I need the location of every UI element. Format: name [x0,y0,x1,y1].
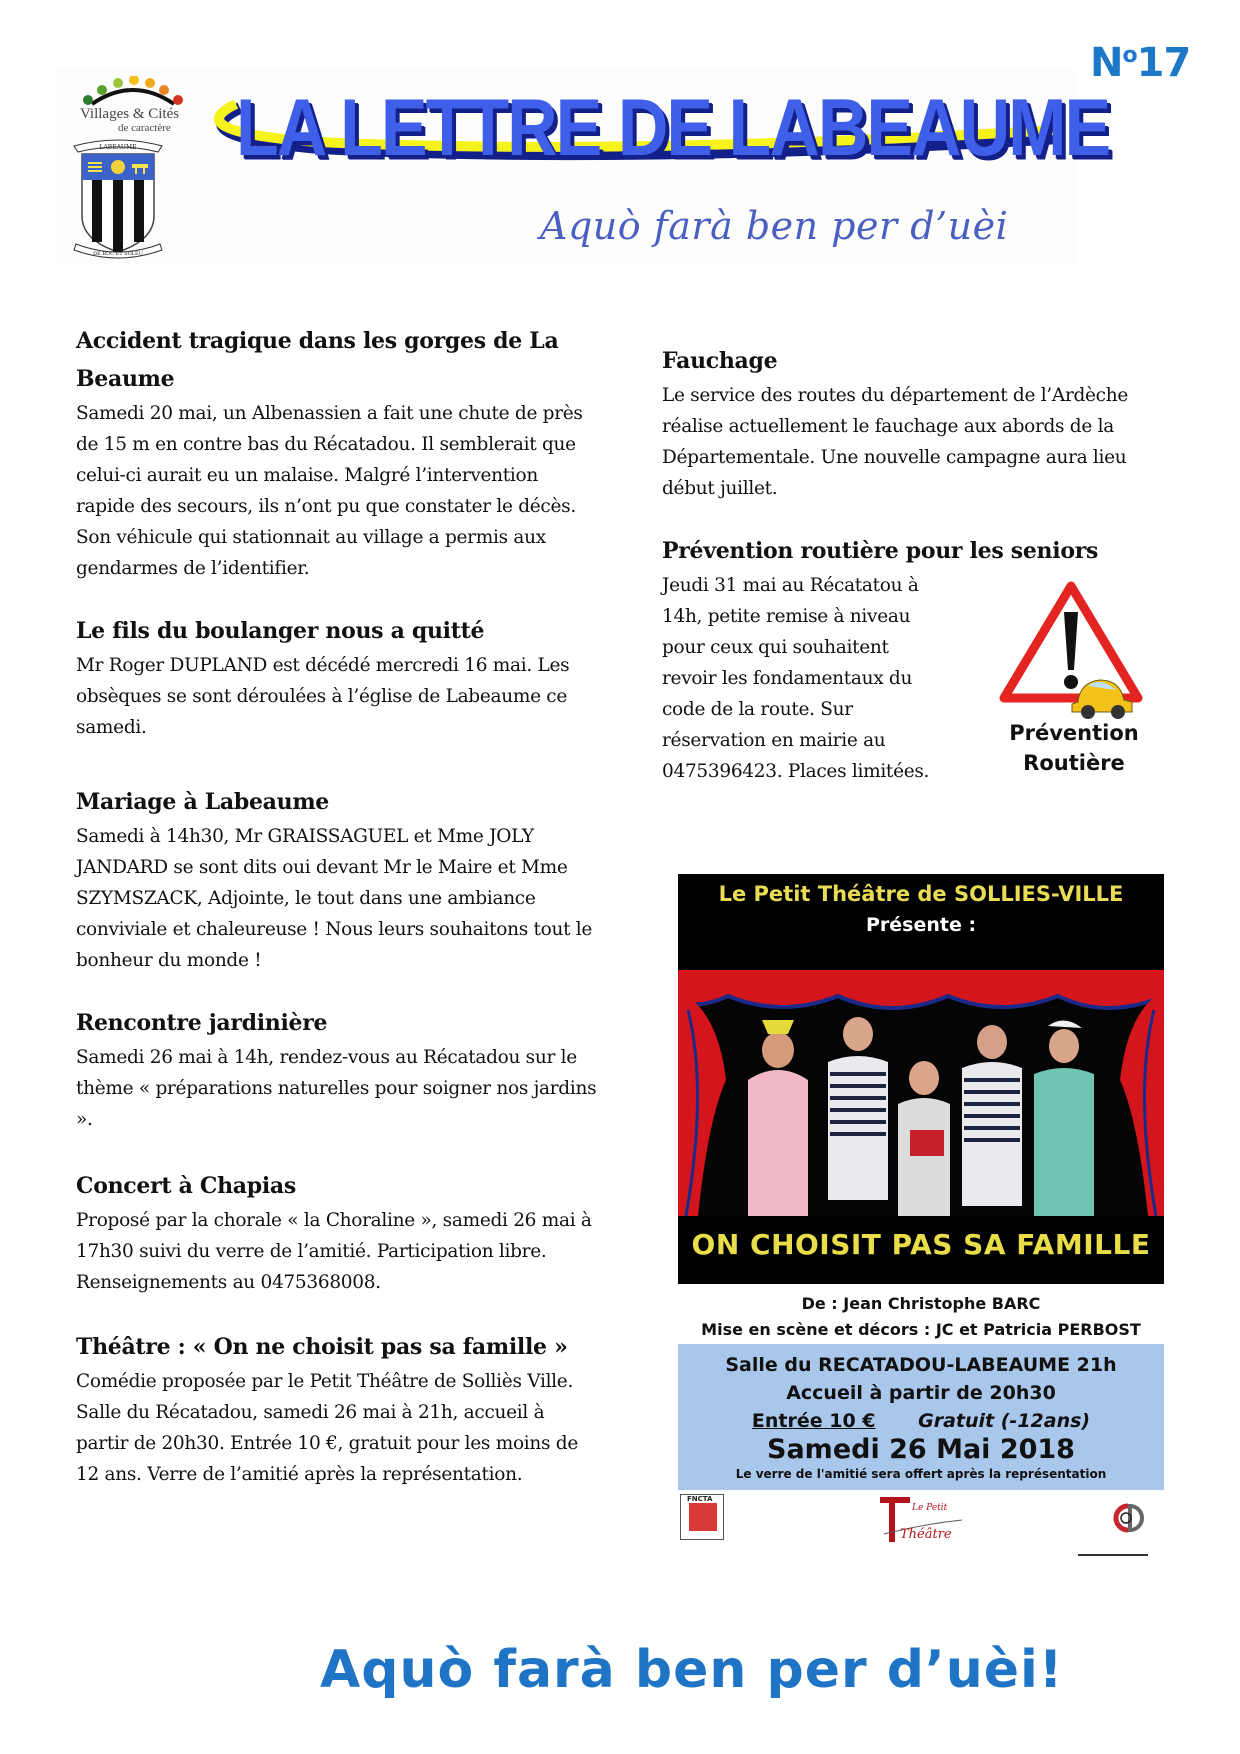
article-title: Rencontre jardinière [76,1010,328,1036]
article-concert [76,1167,601,1298]
article-body: Comédie proposée par le Petit Théâtre de Solliès Ville. Salle du Récatadou, samedi 26 mai à 21h, accueil à partir de 20h30. Entrée 10 €, gratuit pour les moins de 12 ans. Verre de l’amitié après la représentation. [76,1371,578,1485]
issue-prefix: N [1090,40,1123,86]
labeaume-crest-icon [70,136,166,260]
newsletter-title: LA LETTRE DE LABEAUME [236,82,1110,173]
issue-number [1090,40,1190,86]
article-prevention-routiere [662,532,1162,787]
article-boulanger [76,612,601,743]
article-title: Accident tragique dans les gorges de La Beaume [76,328,559,392]
crest-banner-bottom: DE ROC ET SOLEU [93,251,143,257]
poster-logos [678,1494,1164,1544]
article-mariage [76,783,601,976]
poster-staging: Mise en scène et décors : JC et Patricia PERBOST [701,1320,1141,1339]
theatre-poster [678,874,1164,1542]
poster-date: Samedi 26 Mai 2018 [767,1434,1075,1465]
poster-info-band [678,1344,1164,1490]
article-title: Fauchage [662,348,778,374]
article-title: Le fils du boulanger nous a quitté [76,618,485,644]
petit-theatre-logo [874,1494,964,1548]
fncta-mask-icon [689,1503,717,1531]
stage-curtain-photo [678,970,1164,1216]
poster-presents: Présente : [865,914,977,936]
petit-theatre-logo-line1: Le Petit [912,1503,948,1513]
article-body: Proposé par la chorale « la Choraline », samedi 26 mai à 17h30 suivi du verre de l’amitié. Participation libre. Renseignements au 0475368008. [76,1210,592,1293]
newsletter-subtitle: Aquò farà ben per d’uèi [540,204,1009,248]
article-accident [76,322,601,584]
article-title: Prévention routière pour les seniors [662,538,1099,564]
sign-label-line2: Routière [1023,751,1125,775]
cd-logo-icon [1110,1502,1150,1534]
partner-logo-line1: Villages & Cités [80,106,180,122]
poster-venue: Salle du RECATADOU-LABEAUME 21h [725,1354,1117,1376]
poster-drink-note: Le verre de l'amitié sera offert après la représentation [735,1467,1107,1481]
petit-theatre-logo-line2: Théâtre [900,1527,952,1542]
fncta-logo-text: FNCTA [687,1495,713,1503]
sign-label-line1: Prévention [1009,721,1139,745]
rainbow-dots-icon [78,76,188,106]
article-body: Samedi 20 mai, un Albenassien a fait une chute de près de 15 m en contre bas du Récatadou. Il semblerait que celui-ci aurait eu un malaise. Malgré l’intervention rapide des secours, ils n’ont pu que constater le décès. Son véhicule qui stationnait au village a permis aux gendarmes de l’identifier. [76,403,583,579]
article-title: Théâtre : « On ne choisit pas sa famille » [76,1334,568,1360]
villages-cites-caractere-logo [78,76,188,132]
poster-author: De : Jean Christophe BARC [801,1294,1041,1313]
article-body: Le service des routes du département de l’Ardèche réalise actuellement le fauchage aux abords de la Départementale. Une nouvelle campagne aura lieu début juillet. [662,385,1129,499]
article-body: Samedi 26 mai à 14h, rendez-vous au Récatadou sur le thème « préparations naturelles pour soigner nos jardins ». [76,1047,597,1130]
article-title: Concert à Chapias [76,1173,296,1199]
footer-slogan: Aquò farà ben per d’uèi! [320,1640,1064,1700]
poster-entry-price: Entrée 10 € [751,1410,876,1432]
poster-prices [678,1410,1164,1432]
article-body: Samedi à 14h30, Mr GRAISSAGUEL et Mme JOLY JANDARD se sont dits oui devant Mr le Maire et Mme SZYMSZACK, Adjointe, le tout dans une ambiance conviviale et chaleureuse ! Nous leurs souhaitons tout le bonheur du monde ! [76,826,593,971]
poster-company: Le Petit Théâtre de SOLLIES-VILLE [718,882,1124,906]
issue-sup: o [1122,43,1137,68]
article-title: Mariage à Labeaume [76,789,329,815]
poster-divider [1078,1554,1148,1556]
left-column [76,322,601,1520]
crest-banner-top: LABEAUME [99,144,137,151]
poster-play-title: ON CHOISIT PAS SA FAMILLE [691,1228,1151,1261]
poster-stage-area [678,874,1164,1284]
article-body: Mr Roger DUPLAND est décédé mercredi 16 mai. Les obsèques se sont déroulées à l’église de Labeaume ce samedi. [76,655,570,738]
prevention-routiere-label [994,718,1154,778]
right-column [662,342,1162,817]
poster-welcome: Accueil à partir de 20h30 [786,1382,1056,1404]
issue-value: 17 [1136,40,1191,86]
partner-logo-line2: de caractère [118,122,171,134]
article-body: Jeudi 31 mai au Récatatou à 14h, petite remise à niveau pour ceux qui souhaitent revoir les fondamentaux du code de la route. Sur réservation en mairie au 0475396423. Places limitées. [662,575,930,782]
poster-free: Gratuit (-12ans) [918,1410,1091,1432]
article-rencontre-jardiniere [76,1004,601,1135]
article-theatre [76,1328,601,1490]
article-fauchage [662,342,1162,504]
fncta-logo [680,1494,724,1540]
